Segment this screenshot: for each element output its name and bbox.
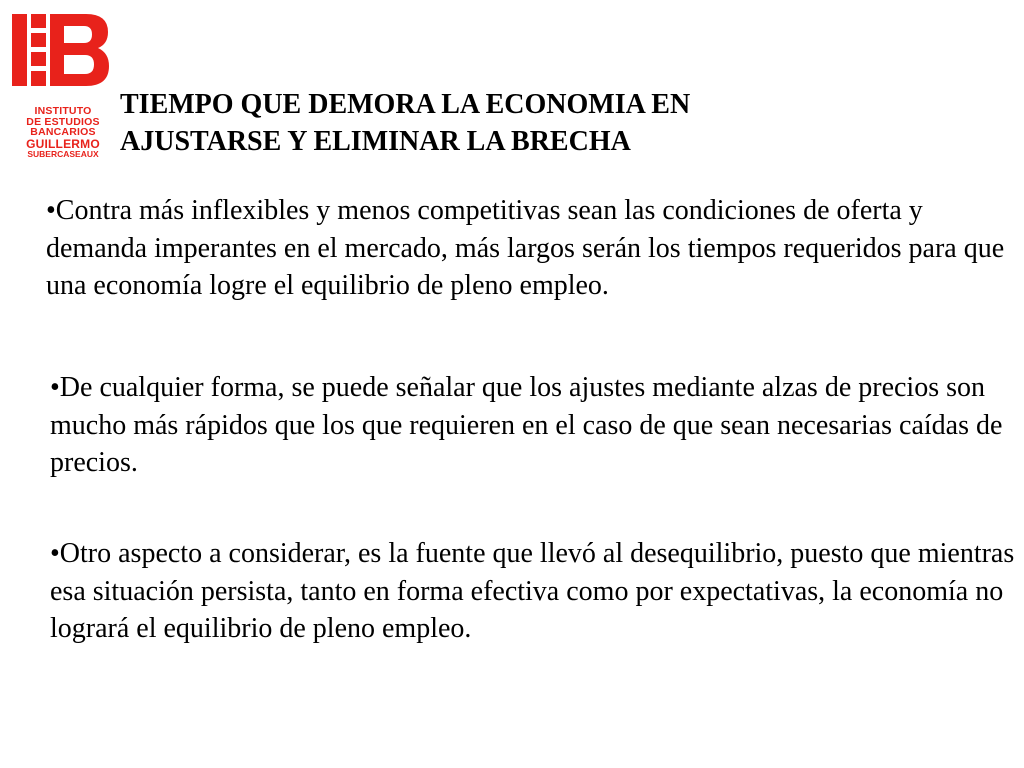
logo-text-line: DE ESTUDIOS (26, 115, 100, 128)
bullet-paragraph-1: •Contra más inflexibles y menos competitivas sean las condiciones de oferta y demanda imperantes en el mercado, más largos serán los tiempos requeridos para que una economía logre el equilibrio de pleno empleo. (46, 195, 1005, 301)
logo-text-line: SUBERCASEAUX (27, 148, 99, 159)
logo-emblem (8, 10, 112, 96)
bullet-paragraph-3: •Otro aspecto a considerar, es la fuente que llevó al desequilibrio, puesto que mientras esa situación persista, tanto en forma efectiva como por expectativas, la economía no logrará el equilibrio de pleno empleo. (50, 538, 1015, 644)
bullet-paragraph-2: •De cualquier forma, se puede señalar que los ajustes mediante alzas de precios son mucho más rápidos que los que requieren en el caso de que sean necesarias caídas de precios. (50, 372, 1003, 478)
slide-title (120, 86, 840, 160)
logo-text-line: GUILLERMO (26, 136, 100, 151)
logo-text-line: INSTITUTO (34, 105, 92, 117)
logo-text-line: BANCARIOS (30, 126, 96, 138)
institute-logo (8, 10, 112, 160)
slide-title-line: AJUSTARSE Y ELIMINAR LA BRECHA (120, 126, 631, 157)
logo-text (17, 106, 109, 158)
slide-title-line: TIEMPO QUE DEMORA LA ECONOMIA EN (120, 89, 691, 120)
